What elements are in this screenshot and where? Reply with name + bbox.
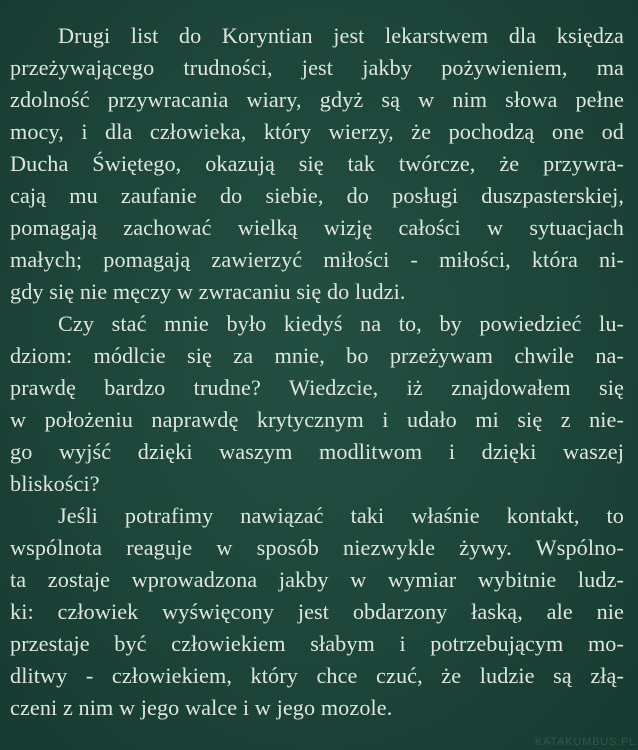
- watermark: KATAKUMBUS.PL: [534, 736, 636, 748]
- text-line: ta zostaje wprowadzona jakby w wymiar wybitnie ludz-: [10, 567, 624, 592]
- text-line: wspólnota reaguje w sposób niezwykle żywy. Wspólno-: [10, 535, 624, 560]
- text-line: pomagają zachować wielką wizję całości w sytuacjach: [10, 215, 624, 240]
- text-line: zdolność przywracania wiary, gdyż są w nim słowa pełne: [10, 87, 624, 112]
- text-line: czeni z nim w jego walce i w jego mozole.: [10, 695, 393, 720]
- text-line: bliskości?: [10, 471, 100, 496]
- text-line: ki: człowiek wyświęcony jest obdarzony łaską, ale nie: [10, 599, 624, 624]
- text-line: gdy się nie męczy w zwracaniu się do ludzi.: [10, 279, 406, 304]
- text-line: w położeniu naprawdę krytycznym i udało mi się z nie-: [10, 407, 624, 432]
- text-line: przeżywającego trudności, jest jakby pożywieniem, ma: [10, 55, 624, 80]
- text-line: Drugi list do Koryntian jest lekarstwem dla księdza: [58, 23, 624, 48]
- text-line: cają mu zaufanie do siebie, do posługi duszpasterskiej,: [10, 183, 624, 208]
- text-line: przestaje być człowiekiem słabym i potrzebującym mo-: [10, 631, 624, 656]
- text-line: mocy, i dla człowieka, który wierzy, że pochodzą one od: [10, 119, 624, 144]
- text-line: Czy stać mnie było kiedyś na to, by powiedzieć lu-: [58, 311, 624, 336]
- text-page: [10, 20, 634, 740]
- text-line: dziom: módlcie się za mnie, bo przeżywam chwile na-: [10, 343, 624, 368]
- text-line: prawdę bardzo trudne? Wiedzcie, iż znajdowałem się: [10, 375, 624, 400]
- text-line: Jeśli potrafimy nawiązać taki właśnie kontakt, to: [58, 503, 624, 528]
- text-line: Ducha Świętego, okazują się tak twórcze, że przywra-: [10, 151, 624, 176]
- text-line: dlitwy - człowiekiem, który chce czuć, że ludzie są złą-: [10, 663, 624, 688]
- text-line: go wyjść dzięki waszym modlitwom i dzięki waszej: [10, 439, 624, 464]
- text-line: małych; pomagają zawierzyć miłości - miłości, która ni-: [10, 247, 624, 272]
